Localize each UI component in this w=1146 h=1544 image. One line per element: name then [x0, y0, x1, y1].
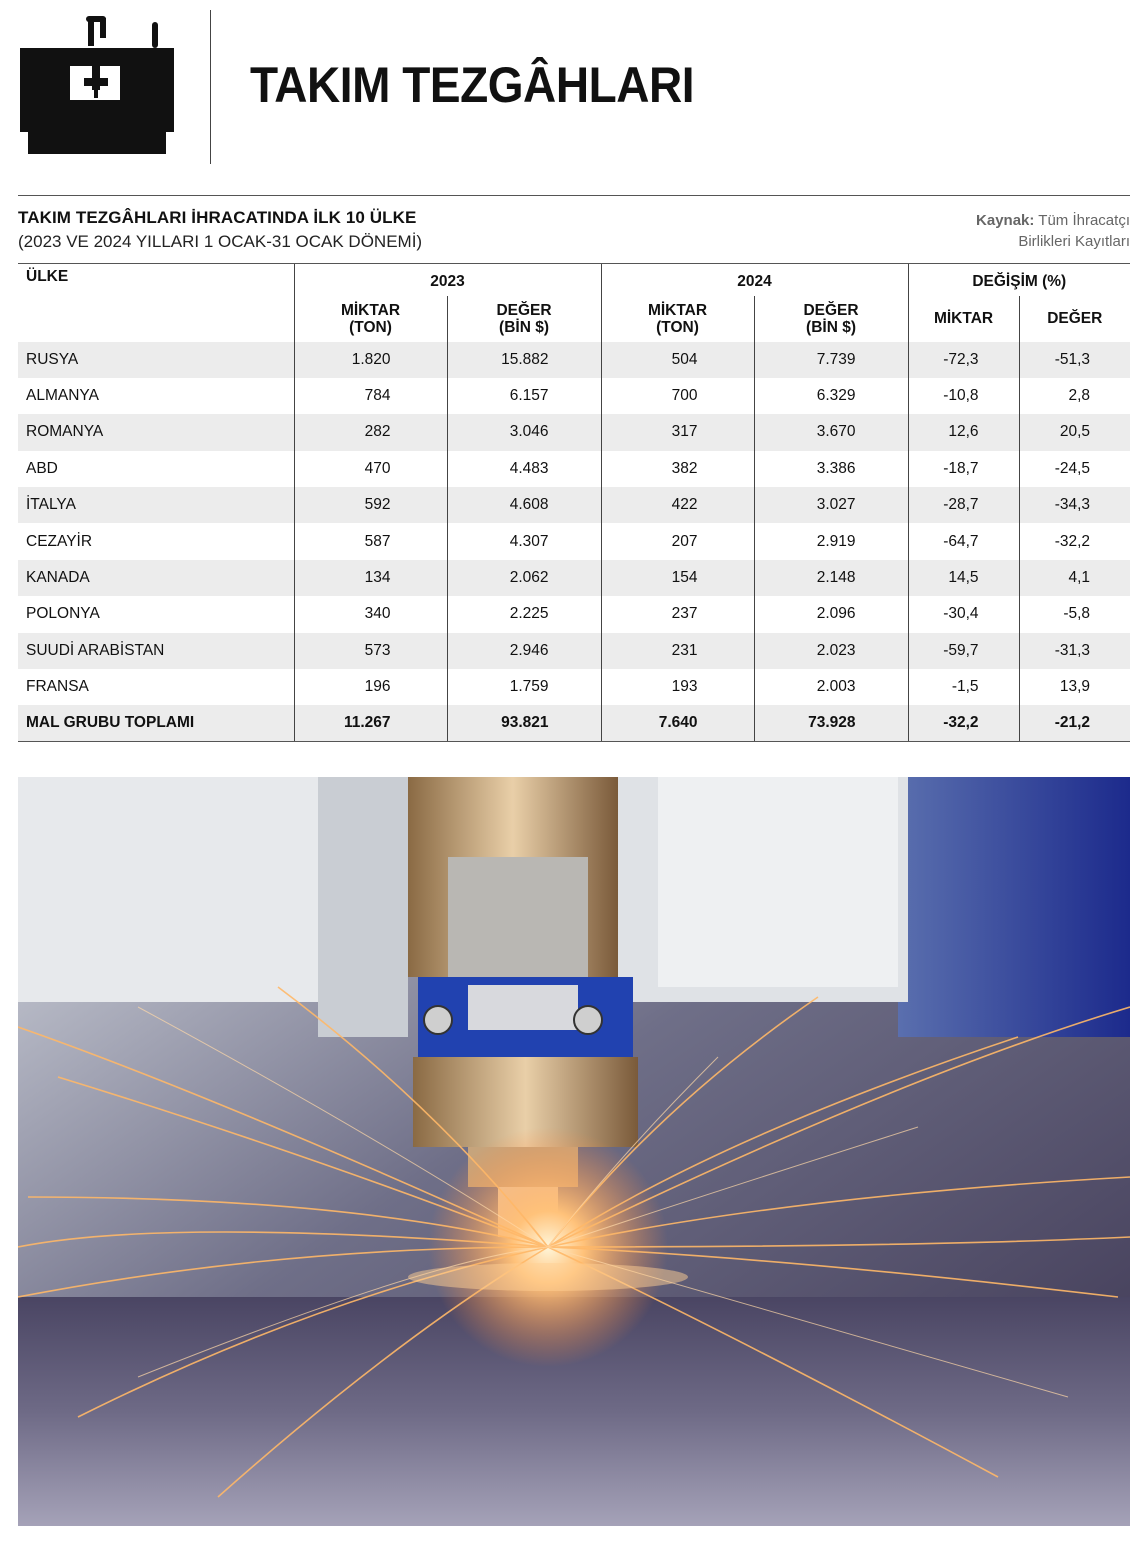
- cell-qty-2023: 784: [294, 378, 447, 414]
- cell-val-2023: 3.046: [447, 414, 601, 450]
- header-val-label: DEĞER: [803, 301, 859, 319]
- cell-qty-2023: 573: [294, 633, 447, 669]
- cell-qty-2024: 207: [601, 523, 754, 559]
- header-val-2024: [754, 296, 908, 342]
- cell-change-val: 13,9: [1019, 669, 1130, 705]
- cell-qty-2024: 154: [601, 560, 754, 596]
- photo-illustration: [18, 777, 1130, 1526]
- table-subtitle: (2023 VE 2024 YILLARI 1 OCAK-31 OCAK DÖNEMİ): [18, 232, 423, 251]
- cell-change-qty: -10,8: [908, 378, 1019, 414]
- header-qty-unit: (TON): [349, 318, 392, 336]
- cell-val-2023: 4.608: [447, 487, 601, 523]
- cell-change-qty: -30,4: [908, 596, 1019, 632]
- cell-change-val: -34,3: [1019, 487, 1130, 523]
- cell-val-2023: 2.225: [447, 596, 601, 632]
- header-val-label: DEĞER: [496, 301, 552, 319]
- cell-val-2024: 2.919: [754, 523, 908, 559]
- header-qty-2024: [601, 296, 754, 342]
- cell-val-2024: 3.027: [754, 487, 908, 523]
- cell-change-val: -21,2: [1019, 705, 1130, 741]
- cell-val-2024: 2.023: [754, 633, 908, 669]
- header-change-val: DEĞER: [1019, 296, 1130, 342]
- header-val-unit: (BİN $): [499, 318, 549, 336]
- cell-country: MAL GRUBU TOPLAMI: [18, 705, 294, 741]
- cell-change-val: 2,8: [1019, 378, 1130, 414]
- cell-qty-2023: 282: [294, 414, 447, 450]
- cell-country: ROMANYA: [18, 414, 294, 450]
- cell-qty-2024: 193: [601, 669, 754, 705]
- section-title: TAKIM TEZGÂHLARI: [250, 57, 695, 113]
- cell-qty-2024: 422: [601, 487, 754, 523]
- cell-val-2023: 4.483: [447, 451, 601, 487]
- cell-qty-2023: 340: [294, 596, 447, 632]
- cell-val-2024: 2.003: [754, 669, 908, 705]
- header-change: DEĞİŞİM (%): [908, 264, 1130, 296]
- cell-qty-2023: 1.820: [294, 342, 447, 378]
- cell-qty-2024: 231: [601, 633, 754, 669]
- cell-val-2023: 6.157: [447, 378, 601, 414]
- table-row: [18, 378, 1130, 414]
- cell-qty-2023: 196: [294, 669, 447, 705]
- cell-change-qty: -59,7: [908, 633, 1019, 669]
- cell-qty-2024: 317: [601, 414, 754, 450]
- cell-change-val: -32,2: [1019, 523, 1130, 559]
- cell-qty-2023: 134: [294, 560, 447, 596]
- cell-qty-2023: 11.267: [294, 705, 447, 741]
- table-row: [18, 633, 1130, 669]
- cell-country: KANADA: [18, 560, 294, 596]
- cell-change-val: -31,3: [1019, 633, 1130, 669]
- cell-country: ALMANYA: [26, 387, 99, 405]
- table-row: [18, 451, 1130, 487]
- table-row: [18, 487, 1130, 523]
- cell-qty-2023: 587: [294, 523, 447, 559]
- cell-change-val: -5,8: [1019, 596, 1130, 632]
- cell-country: POLONYA: [26, 605, 100, 623]
- cell-change-qty: -64,7: [908, 523, 1019, 559]
- header-year-2023: 2023: [294, 264, 601, 296]
- cell-change-val: 4,1: [1019, 560, 1130, 596]
- cell-val-2023: 93.821: [447, 705, 601, 741]
- table-row: [18, 669, 1130, 705]
- cell-val-2023: 1.759: [447, 669, 601, 705]
- cell-change-qty: -32,2: [908, 705, 1019, 741]
- header-divider: [210, 10, 211, 164]
- cell-change-qty: -72,3: [908, 342, 1019, 378]
- cell-qty-2023: 592: [294, 487, 447, 523]
- source-note: [976, 210, 1130, 252]
- table-row: [18, 342, 1130, 378]
- cnc-machine-icon: [16, 14, 178, 160]
- cell-val-2023: 15.882: [447, 342, 601, 378]
- table-title: TAKIM TEZGÂHLARI İHRACATINDA İLK 10 ÜLKE: [18, 208, 417, 227]
- cell-country: ABD: [26, 459, 58, 477]
- cell-val-2023: 2.062: [447, 560, 601, 596]
- cell-change-qty: 14,5: [908, 560, 1019, 596]
- cell-qty-2024: 237: [601, 596, 754, 632]
- cell-qty-2023: 470: [294, 451, 447, 487]
- header-qty-2023: [294, 296, 447, 342]
- source-line2: Birlikleri Kayıtları: [1018, 233, 1130, 250]
- table-row: [18, 596, 1130, 632]
- table-row: [18, 414, 1130, 450]
- cell-qty-2024: 504: [601, 342, 754, 378]
- table-body: [18, 342, 1130, 742]
- cell-change-val: 20,5: [1019, 414, 1130, 450]
- header-qty-unit: (TON): [656, 318, 699, 336]
- cell-country: CEZAYİR: [26, 532, 93, 550]
- cell-val-2024: 7.739: [754, 342, 908, 378]
- cell-change-qty: 12,6: [908, 414, 1019, 450]
- header-country: ÜLKE: [18, 264, 294, 342]
- total-row: [18, 705, 1130, 741]
- header-val-2023: [447, 296, 601, 342]
- cell-val-2024: 2.096: [754, 596, 908, 632]
- header-change-qty: MİKTAR: [908, 296, 1019, 342]
- header-val-unit: (BİN $): [806, 318, 856, 336]
- cell-val-2024: 6.329: [754, 378, 908, 414]
- source-line1: Tüm İhracatçı: [1038, 212, 1130, 229]
- table-row: [18, 560, 1130, 596]
- cell-change-val: -51,3: [1019, 342, 1130, 378]
- cell-val-2024: 2.148: [754, 560, 908, 596]
- cell-val-2024: 73.928: [754, 705, 908, 741]
- page-header: [0, 0, 1146, 180]
- cell-change-val: -24,5: [1019, 451, 1130, 487]
- laser-cutting-photo: [18, 777, 1130, 1526]
- cell-qty-2024: 700: [601, 378, 754, 414]
- header-year-2024: 2024: [601, 264, 908, 296]
- cell-val-2024: 3.670: [754, 414, 908, 450]
- cell-change-qty: -1,5: [908, 669, 1019, 705]
- header-qty-label: MİKTAR: [340, 301, 401, 319]
- cell-change-qty: -28,7: [908, 487, 1019, 523]
- cell-country: RUSYA: [18, 342, 294, 378]
- top-rule: [18, 195, 1130, 196]
- cell-val-2023: 2.946: [447, 633, 601, 669]
- table-row: [18, 523, 1130, 559]
- cell-qty-2024: 382: [601, 451, 754, 487]
- source-label: Kaynak:: [976, 212, 1035, 229]
- header-qty-label: MİKTAR: [647, 301, 708, 319]
- cell-qty-2024: 7.640: [601, 705, 754, 741]
- export-table: [18, 263, 1130, 742]
- cell-val-2024: 3.386: [754, 451, 908, 487]
- cell-country: İTALYA: [18, 487, 294, 523]
- cell-val-2023: 4.307: [447, 523, 601, 559]
- cell-country: FRANSA: [26, 678, 89, 696]
- cell-country: SUUDİ ARABİSTAN: [18, 633, 294, 669]
- cell-change-qty: -18,7: [908, 451, 1019, 487]
